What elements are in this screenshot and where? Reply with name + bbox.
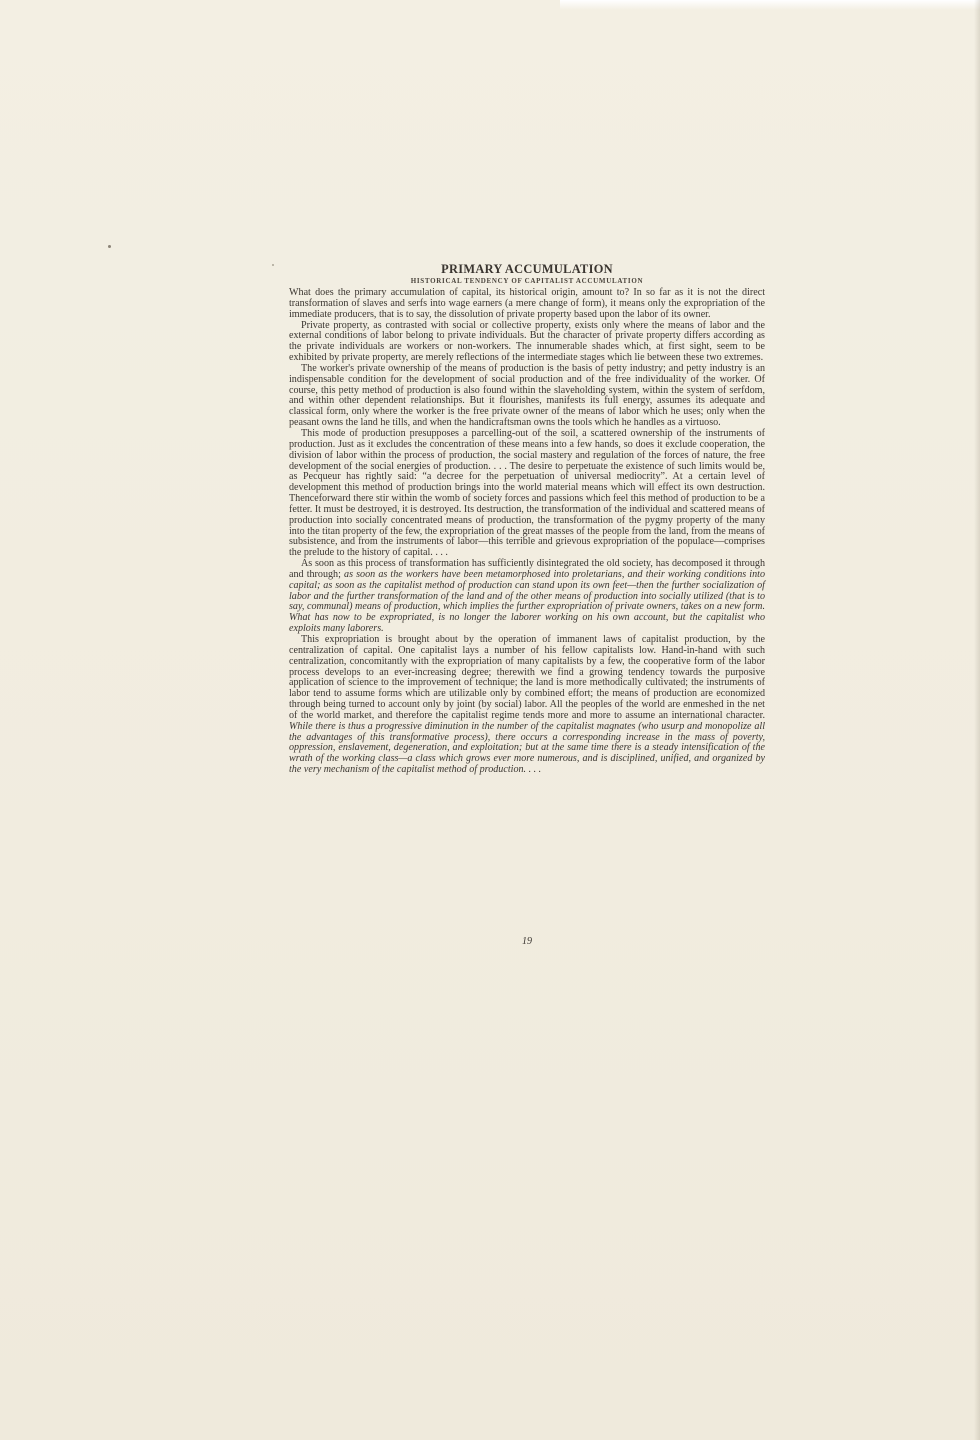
paragraph-3 — [289, 364, 765, 429]
text-block — [289, 262, 765, 776]
paragraph-6-italic: While there is thus a progressive diminution in the number of the capitalist magnates (who usurp and monopolize all the advantages of this transformative process), there occurs a corresponding increase in the mass of poverty, oppression, enslavement, degeneration, and exploitation; but at the same time there is a steady intensification of the wrath of the working class—a class which grows ever more numerous, and is disciplined, unified, and organized by the very mechanism of the capitalist method of production. . . . — [289, 720, 765, 776]
page-title: PRIMARY ACCUMULATION — [441, 262, 613, 276]
paragraph-1-text: What does the primary accumulation of capital, its historical origin, amount to? In so far as it is not the direct transformation of slaves and serfs into wage earners (a mere change of form), it means only the expropriation of the immediate producers, that is to say, the dissolution of private property based upon the labor of its owner. — [289, 287, 765, 320]
paragraph-6 — [289, 635, 765, 776]
page-number: 19 — [522, 936, 532, 947]
paragraph-2-text: Private property, as contrasted with social or collective property, exists only where the means of labor and the external conditions of labor belong to private individuals. But the character of private property differs according as the private individuals are workers or non-workers. The innumerable shades which, at first sight, seem to be exhibited by private property, are merely reflections of the intermediate stages which lie between these two extremes. — [289, 319, 765, 364]
page-subtitle: HISTORICAL TENDENCY OF CAPITALIST ACCUMULATION — [410, 277, 644, 285]
paper-speck — [272, 264, 274, 266]
paragraph-2 — [289, 321, 765, 364]
paragraph-3-text: The worker's private ownership of the means of production is the basis of petty industry; and petty industry is an indispensable condition for the development of social production and of the free individuality of the worker. Of course, this petty method of production is also found within the slaveholding system, within the system of serfdom, and within other dependent relationships. But it flourishes, manifests its full energy, assumes its adequate and classical form, only where the worker is the free private owner of the means of labor which he uses; only when the peasant owns the land he tills, and when the handicraftsman owns the tools which he handles as a virtuoso. — [289, 362, 765, 429]
paper-top-edge — [560, 0, 980, 10]
paragraph-5-italic: as soon as the workers have been metamorphosed into proletarians, and their working conditions into capital; as soon as the capitalist method of production can stand upon its own feet—then the further socialization of labor and the further transformation of the land and of the other means of production into socially utilized (that is to say, communal) means of production, which implies the further expropriation of private owners, takes on a new form. What has now to be expropriated, is no longer the laborer working on his own account, but the capitalist who exploits many laborers. — [289, 568, 765, 635]
paper-speck — [108, 245, 111, 248]
paragraph-6-text: This expropriation is brought about by the operation of immanent laws of capitalist production, by the centralization of capital. One capitalist lays a number of his fellow capitalists low. Hand-in-hand with such centralization, concomitantly with the expropriation of many capitalists by a few, the cooperative form of the labor process develops to an ever-increasing degree; therewith we find a growing tendency towards the purposive application of science to the improvement of technique; the land is more methodically cultivated; the instruments of labor tend to assume forms which are utilizable only by combined effort; the means of production are economized through being turned to account only by joint (by social) labor. All the peoples of the world are enmeshed in the net of the world market, and therefore the capitalist regime tends more and more to assume an international character. — [289, 634, 765, 721]
paragraph-4-text: This mode of production presupposes a parcelling-out of the soil, a scattered ownership of the instruments of production. Just as it excludes the concentration of these means into a few hands, so does it exclude cooperation, the division of labor within the process of production, the social mastery and regulation of the forces of nature, the free development of the social energies of production. . . . The desire to perpetuate the existence of such limits would be, as Pecqueur has rightly said: “a decree for the perpetuation of universal mediocrity”. At a certain level of development this method of production brings into the world material means which will effect its own destruction. Thenceforward there stir within the womb of society forces and passions which feel this method of production to be a fetter. It must be destroyed, it is destroyed. Its destruction, the transformation of the individual and scattered means of production into socially concentrated means of production, the transformation of the pygmy property of the many into the titan property of the few, the expropriation of the great masses of the people from the land, from the means of subsistence, and from the instruments of labor—this terrible and grievous expropriation of the populace—comprises the prelude to the history of capital. . . . — [289, 427, 765, 559]
paragraph-5 — [289, 559, 765, 635]
paper-right-edge — [974, 0, 980, 1440]
paragraph-4 — [289, 429, 765, 559]
paragraph-5-text: As soon as this process of transformation has sufficiently disintegrated the old society, has decomposed it through and through; — [289, 558, 765, 580]
paragraph-1 — [289, 288, 765, 321]
